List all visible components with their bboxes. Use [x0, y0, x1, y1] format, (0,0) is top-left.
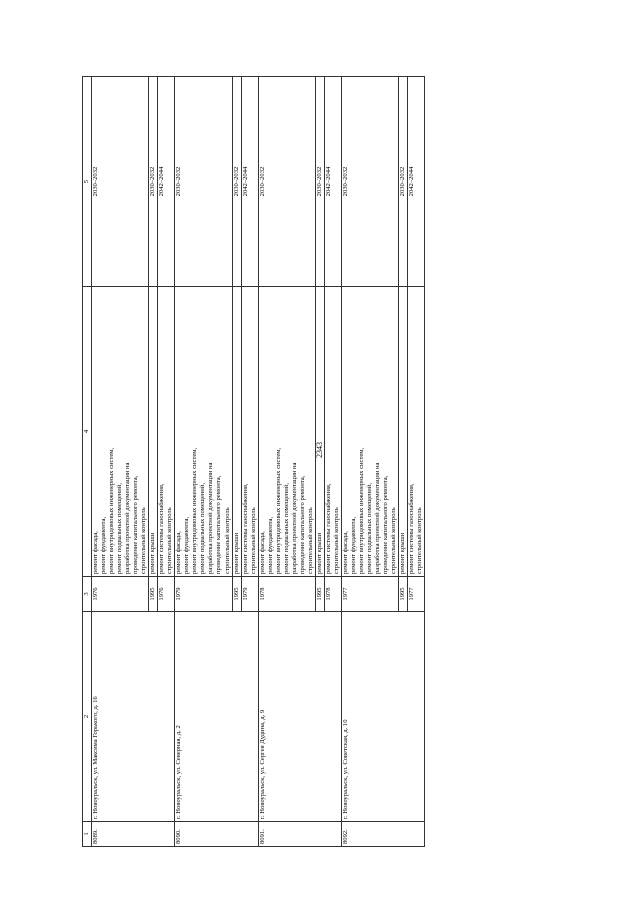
- work-item: строительный контроль: [249, 507, 257, 574]
- work-item: ремонт крыши: [315, 532, 323, 574]
- planned-period: 2030–2032: [92, 77, 149, 287]
- works-list: [232, 287, 241, 577]
- work-item: ремонт подвальных помещений,: [282, 483, 290, 574]
- table-row: [341, 77, 398, 847]
- work-item: строительный контроль: [416, 507, 424, 574]
- work-item: ремонт фасада,: [175, 531, 183, 574]
- work-item: разработка проектной документации на: [207, 462, 215, 574]
- column-header-5: 5: [83, 77, 92, 287]
- work-item: разработка проектной документации на: [290, 462, 298, 574]
- construction-year: 1976: [158, 577, 175, 612]
- column-header-2: 2: [83, 612, 92, 822]
- works-list: [241, 287, 258, 577]
- column-header-4: 4: [83, 287, 92, 577]
- work-item: ремонт подвальных помещений,: [366, 483, 374, 574]
- works-list: [408, 287, 425, 577]
- construction-year: 1977: [341, 577, 398, 612]
- works-list: [149, 287, 158, 577]
- work-item: ремонт системы газоснабжения,: [408, 483, 416, 574]
- work-item: ремонт фундамента,: [266, 516, 274, 574]
- construction-year: 1978: [324, 577, 341, 612]
- table-row: [258, 77, 315, 847]
- planned-period: 2030–2032: [149, 77, 158, 287]
- column-number-row: [83, 77, 92, 847]
- works-list: [324, 287, 341, 577]
- work-item: разработка проектной документации на: [374, 462, 382, 574]
- works-list: [175, 287, 232, 577]
- construction-year: 1995: [315, 577, 324, 612]
- record-address: г. Новоуральск, ул. Максима Горького, д. 16: [92, 612, 175, 822]
- work-item: ремонт фасада,: [92, 531, 99, 574]
- works-list: [258, 287, 315, 577]
- record-number: 8090.: [175, 822, 258, 847]
- construction-year: 1995: [232, 577, 241, 612]
- construction-year: 1979: [175, 577, 232, 612]
- table-row: [92, 77, 149, 847]
- works-list: [341, 287, 398, 577]
- work-item: проведение капитального ремонта,: [298, 475, 306, 574]
- table-row: [175, 77, 232, 847]
- planned-period: 2042–2044: [241, 77, 258, 287]
- work-item: ремонт системы газоснабжения,: [324, 483, 332, 574]
- page-number: 2343: [315, 442, 324, 458]
- work-item: строительный контроль: [223, 507, 231, 574]
- work-item: строительный контроль: [332, 507, 340, 574]
- planned-period: 2030–2032: [232, 77, 241, 287]
- work-item: ремонт внутридомовых инженерных систем,: [191, 447, 199, 574]
- work-item: ремонт фасада,: [258, 531, 266, 574]
- planned-period: 2042–2044: [158, 77, 175, 287]
- work-item: строительный контроль: [166, 507, 174, 574]
- repair-schedule-table: [82, 76, 425, 847]
- work-item: строительный контроль: [390, 507, 398, 574]
- work-item: ремонт внутридомовых инженерных систем,: [358, 447, 365, 574]
- work-item: ремонт крыши: [149, 532, 157, 574]
- construction-year: 1979: [241, 577, 258, 612]
- column-header-3: 3: [83, 577, 92, 612]
- construction-year: 1978: [258, 577, 315, 612]
- work-item: проведение капитального ремонта,: [132, 475, 140, 574]
- work-item: ремонт фасада,: [341, 531, 349, 574]
- work-item: ремонт крыши: [232, 532, 240, 574]
- work-item: разработка проектной документации на: [124, 462, 132, 574]
- planned-period: 2042–2044: [324, 77, 341, 287]
- work-item: ремонт подвальных помещений,: [116, 483, 124, 574]
- planned-period: 2042–2044: [408, 77, 425, 287]
- record-number: 8089.: [92, 822, 175, 847]
- work-item: ремонт фундамента,: [183, 516, 191, 574]
- record-address: г. Новоуральск, ул. Северная, д. 2: [175, 612, 258, 822]
- work-item: ремонт подвальных помещений,: [199, 483, 207, 574]
- work-item: ремонт системы газоснабжения,: [158, 483, 166, 574]
- works-list: [315, 287, 324, 577]
- record-address: г. Новоуральск, ул. Советская, д. 10: [341, 612, 424, 822]
- work-item: проведение капитального ремонта,: [382, 475, 390, 574]
- planned-period: 2030–2032: [399, 77, 408, 287]
- rotated-table-container: [82, 77, 602, 847]
- work-item: проведение капитального ремонта,: [215, 475, 223, 574]
- construction-year: 1995: [399, 577, 408, 612]
- work-item: ремонт внутридомовых инженерных систем,: [274, 447, 282, 574]
- planned-period: 2030–2032: [175, 77, 232, 287]
- work-item: ремонт внутридомовых инженерных систем,: [108, 447, 116, 574]
- planned-period: 2030–2032: [258, 77, 315, 287]
- construction-year: 1977: [408, 577, 425, 612]
- planned-period: 2030–2032: [315, 77, 324, 287]
- construction-year: 1995: [149, 577, 158, 612]
- construction-year: 1976: [92, 577, 149, 612]
- work-item: строительный контроль: [140, 507, 148, 574]
- work-item: ремонт крыши: [399, 532, 407, 574]
- record-address: г. Новоуральск, ул. Сергея Дудина, д. 9: [258, 612, 341, 822]
- work-item: ремонт фундамента,: [100, 516, 108, 574]
- table-body: [92, 77, 425, 847]
- work-item: строительный контроль: [306, 507, 314, 574]
- works-list: [158, 287, 175, 577]
- works-list: [92, 287, 149, 577]
- work-item: ремонт системы газоснабжения,: [241, 483, 249, 574]
- record-number: 8091.: [258, 822, 341, 847]
- record-number: 8092.: [341, 822, 424, 847]
- works-list: [399, 287, 408, 577]
- planned-period: 2030–2032: [341, 77, 398, 287]
- column-header-1: 1: [83, 822, 92, 847]
- work-item: ремонт фундамента,: [349, 516, 357, 574]
